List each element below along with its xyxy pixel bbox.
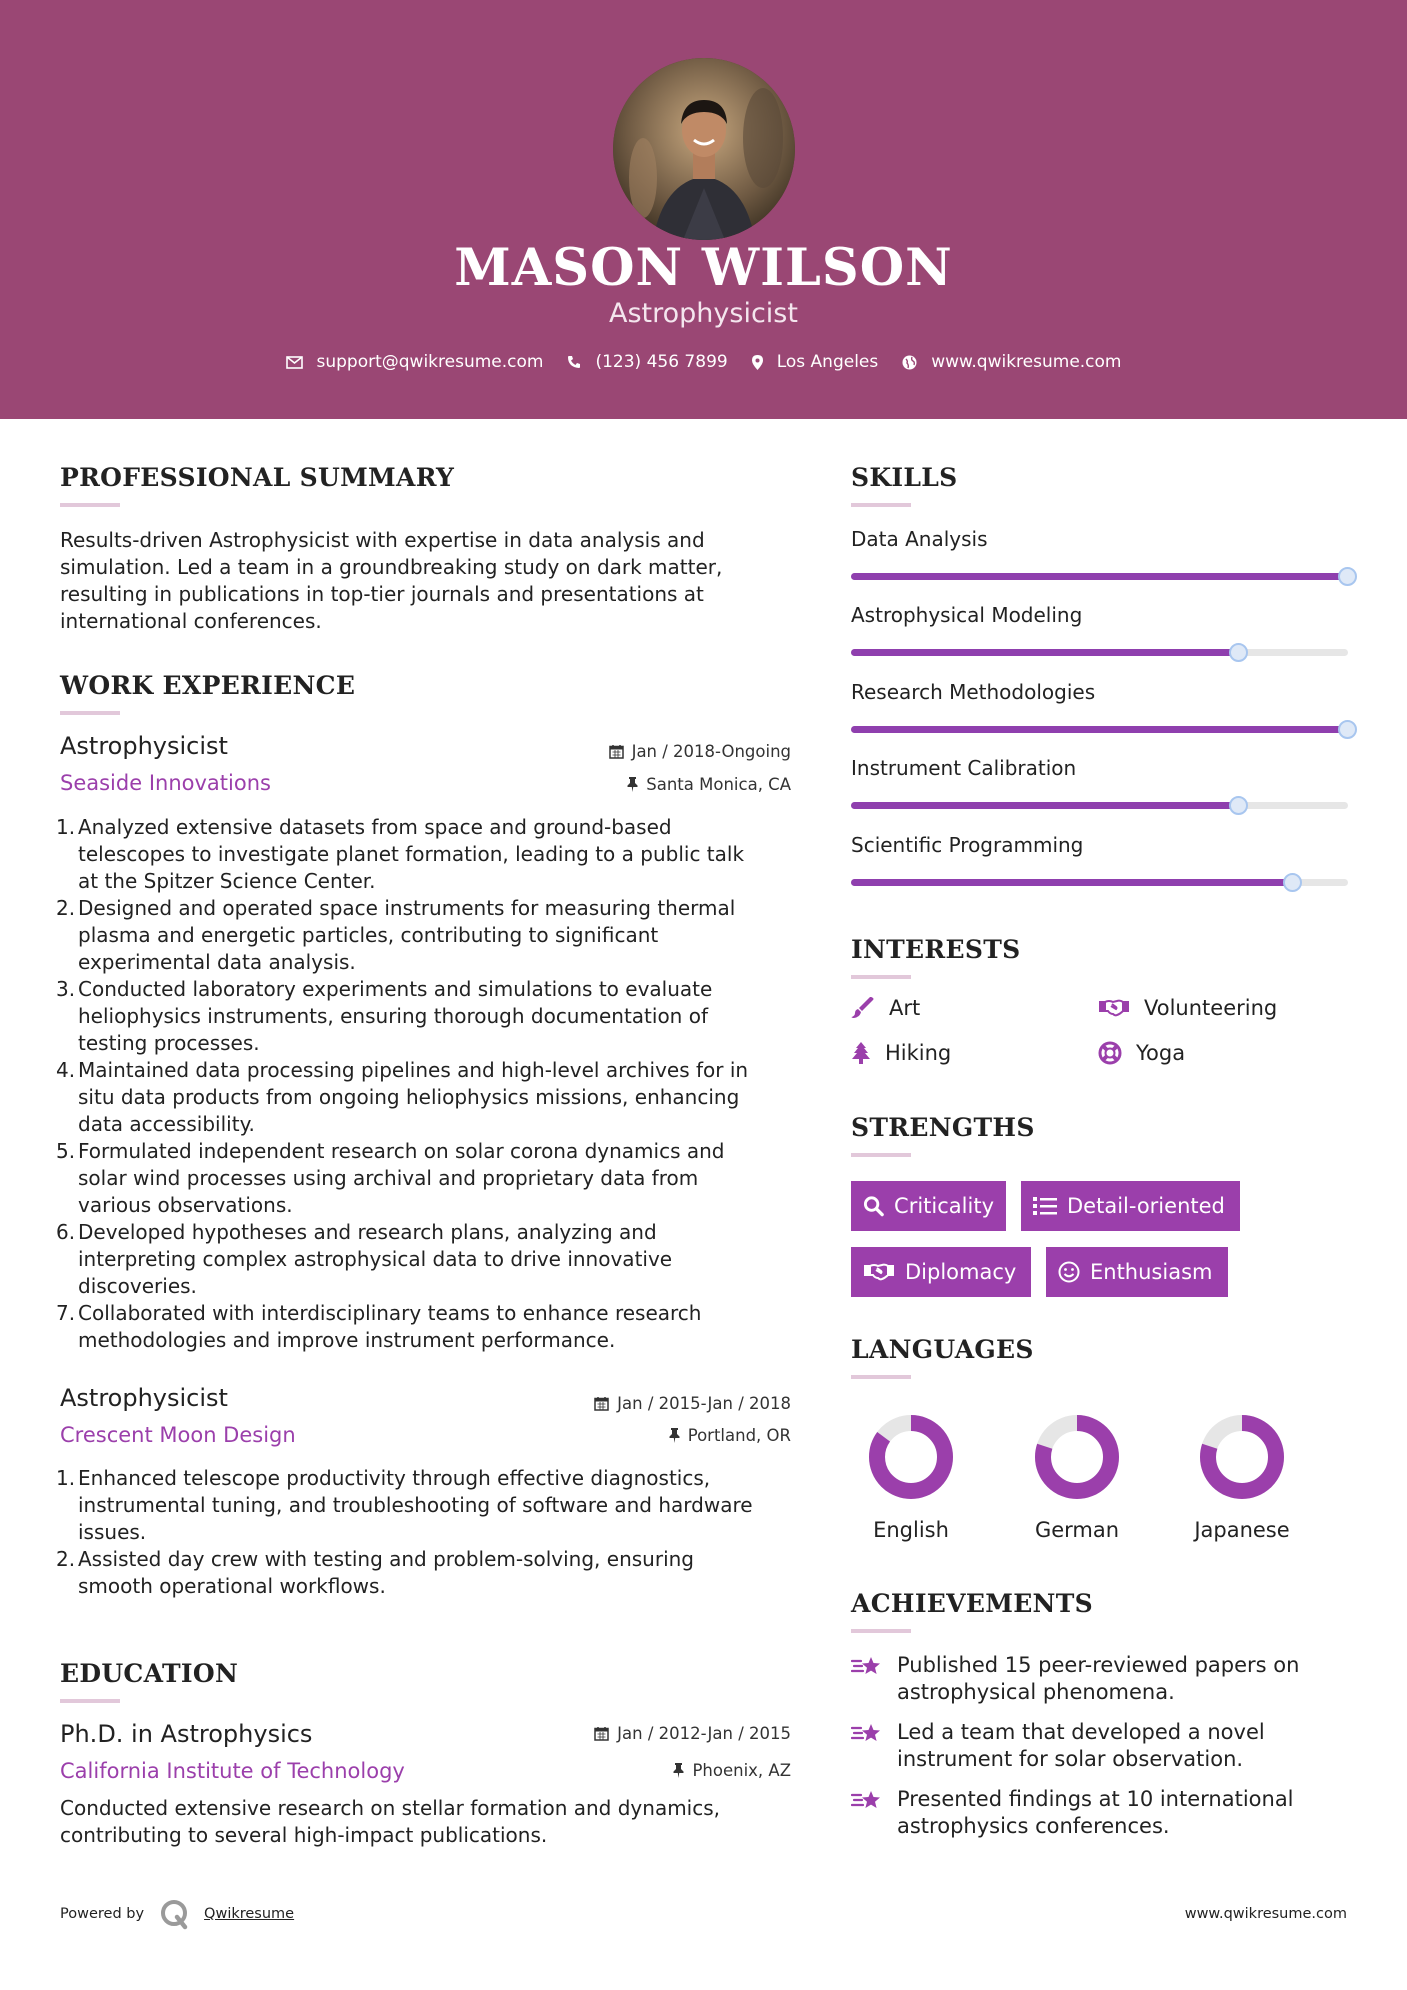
list-number: 7. [56,1301,76,1325]
list-number: 6. [56,1220,76,1244]
shooting-star-icon [851,1788,883,1814]
skill-bar-knob [1283,873,1302,892]
job-location-text: Portland, OR [687,1426,791,1445]
skill-bar-knob [1229,643,1248,662]
candidate-name: MASON WILSON [454,238,953,298]
pushpin-icon [673,1763,684,1778]
education-heading-underline [60,1699,120,1703]
strength-label: Diplomacy [905,1260,1017,1284]
language-label: Japanese [1194,1518,1290,1542]
summary-line: simulation. Led a team in a groundbreaking study on dark matter, [60,555,723,579]
job-dates-text: Jan / 2015-Jan / 2018 [617,1394,791,1413]
strength-badge [1021,1181,1240,1231]
bullet-line: Analyzed extensive datasets from space and ground-based [78,815,672,839]
bullet-line: discoveries. [78,1274,197,1298]
envelope-icon [286,356,303,369]
languages-heading-underline [851,1375,911,1379]
work-heading: WORK EXPERIENCE [60,671,356,700]
skills-heading-underline [851,503,911,507]
search-icon [863,1195,884,1217]
phone-icon [567,355,581,369]
job-bullets [56,1465,805,1600]
achievement-item [851,1786,1294,1840]
bullet-line: solar wind processes using archival and proprietary data from [78,1166,699,1190]
summary-heading: PROFESSIONAL SUMMARY [60,463,455,492]
bullet-line: experimental data analysis. [78,950,356,974]
education-heading: EDUCATION [60,1659,239,1688]
skill-label: Data Analysis [851,527,988,551]
location-text: Los Angeles [776,352,879,372]
language-donut [1198,1413,1286,1501]
bullet-line: various observations. [78,1193,293,1217]
strength-badge [1046,1247,1228,1297]
smile-icon [1058,1261,1080,1283]
job-dates [480,1394,791,1413]
skill-bar [851,726,1348,733]
bullet-line: testing processes. [78,1031,260,1055]
list-item [56,1057,805,1138]
shooting-star-icon [851,1721,883,1747]
globe-icon [902,355,917,370]
summary-line: international conferences. [60,609,322,633]
list-number: 2. [56,1547,76,1571]
skill-label: Scientific Programming [851,833,1084,857]
bullet-line: telescopes to investigate planet formation, leading to a public talk [78,842,745,866]
summary-line: resulting in publications in top-tier journals and presentations at [60,582,704,606]
calendar-icon [594,1396,609,1411]
degree-title: Ph.D. in Astrophysics [60,1720,313,1748]
list-item [56,1300,805,1354]
shooting-star-icon [851,1654,883,1680]
tree-icon [851,1042,871,1064]
bullet-line: heliophysics instruments, ensuring thorough documentation of [78,1004,708,1028]
pushpin-icon [627,777,638,792]
bullet-line: Maintained data processing pipelines and high-level archives for in [78,1058,749,1082]
profile-photo [613,58,795,240]
achievement-line: Published 15 peer-reviewed papers on [897,1653,1300,1677]
education-location [480,1761,791,1780]
achievement-line: astrophysical phenomena. [897,1680,1175,1704]
skill-bar-fill [851,726,1348,733]
paintbrush-icon [851,997,875,1019]
list-item [56,895,805,976]
education-line: Conducted extensive research on stellar formation and dynamics, [60,1796,721,1820]
skill-bar-fill [851,879,1293,886]
interest-item [851,1041,951,1065]
job-bullets [56,814,805,1354]
strength-badge [851,1181,1006,1231]
list-item [56,814,805,895]
bullet-line: Enhanced telescope productivity through effective diagnostics, [78,1466,711,1490]
achievement-line: Led a team that developed a novel [897,1720,1265,1744]
interest-label: Art [889,996,921,1020]
bullet-line: Collaborated with interdisciplinary teams to enhance research [78,1301,702,1325]
list-icon [1033,1196,1057,1216]
job-dates [480,742,791,761]
summary-heading-underline [60,503,120,507]
bullet-line: smooth operational workflows. [78,1574,386,1598]
bullet-line: Assisted day crew with testing and problem-solving, ensuring [78,1547,694,1571]
contact-location [752,352,879,372]
language-donut [867,1413,955,1501]
education-description [60,1795,805,1849]
achievement-line: astrophysics conferences. [897,1814,1170,1838]
list-number: 1. [56,1466,76,1490]
strength-label: Enthusiasm [1090,1260,1213,1284]
achievement-item [851,1719,1265,1773]
achievement-item [851,1652,1299,1706]
strengths-heading-underline [851,1153,911,1157]
achievement-line: Presented findings at 10 international [897,1787,1294,1811]
candidate-title: Astrophysicist [609,298,798,329]
skill-bar-fill [851,802,1239,809]
contact-website[interactable] [902,352,1121,372]
job-title: Astrophysicist [60,1384,228,1412]
interest-label: Hiking [885,1041,952,1065]
bullet-line: Developed hypotheses and research plans, analyzing and [78,1220,657,1244]
work-heading-underline [60,711,120,715]
interest-label: Volunteering [1144,996,1278,1020]
job-title: Astrophysicist [60,732,228,760]
strength-badge [851,1247,1031,1297]
interest-item [851,996,920,1020]
education-dates-text: Jan / 2012-Jan / 2015 [617,1724,791,1743]
education-dates [480,1724,791,1743]
bullet-line: methodologies and improve instrument performance. [78,1328,616,1352]
interest-item [1098,996,1277,1020]
footer-powered-by [60,1898,294,1930]
summary-line: Results-driven Astrophysicist with expertise in data analysis and [60,528,705,552]
language-label: German [1034,1518,1120,1542]
achievement-line: instrument for solar observation. [897,1747,1244,1771]
skill-label: Astrophysical Modeling [851,603,1083,627]
bullet-line: Conducted laboratory experiments and simulations to evaluate [78,977,713,1001]
achievements-heading: ACHIEVEMENTS [851,1589,1093,1618]
map-pin-icon [752,355,763,370]
job-location [480,775,791,794]
list-number: 2. [56,896,76,920]
email-text: support@qwikresume.com [316,352,544,372]
skill-bar-knob [1338,720,1357,739]
strength-label: Detail-oriented [1067,1194,1225,1218]
skills-heading: SKILLS [851,463,958,492]
job-dates-text: Jan / 2018-Ongoing [631,742,791,761]
bullet-line: at the Spitzer Science Center. [78,869,376,893]
qwikresume-logo-icon [158,1898,190,1930]
strength-label: Criticality [894,1194,994,1218]
bullet-line: data accessibility. [78,1112,255,1136]
contact-phone[interactable] [567,352,727,372]
powered-by-text: Powered by [60,1906,145,1922]
list-item [56,976,805,1057]
language-donut [1033,1413,1121,1501]
pushpin-icon [669,1428,680,1443]
contact-bar [0,352,1407,372]
school-name: California Institute of Technology [60,1759,405,1783]
interest-label: Yoga [1136,1041,1186,1065]
skill-label: Instrument Calibration [851,756,1077,780]
strengths-heading: STRENGTHS [851,1113,1035,1142]
bullet-line: Designed and operated space instruments for measuring thermal [78,896,736,920]
list-item [56,1546,805,1600]
skill-bar [851,879,1348,886]
handshake-icon [1098,998,1130,1018]
achievements-heading-underline [851,1629,911,1633]
bullet-line: situ data products from ongoing heliophysics missions, enhancing [78,1085,740,1109]
brand-link[interactable]: Qwikresume [204,1906,295,1922]
list-item [56,1219,805,1300]
resume-header [0,0,1407,419]
education-location-text: Phoenix, AZ [692,1761,791,1780]
interests-heading-underline [851,975,911,979]
list-number: 3. [56,977,76,1001]
calendar-icon [594,1726,609,1741]
list-number: 1. [56,815,76,839]
interests-heading: INTERESTS [851,935,1021,964]
bullet-line: Formulated independent research on solar corona dynamics and [78,1139,725,1163]
job-location-text: Santa Monica, CA [646,775,791,794]
skill-bar-knob [1229,796,1248,815]
job-company: Seaside Innovations [60,771,271,795]
list-number: 5. [56,1139,76,1163]
skill-bar-fill [851,649,1239,656]
job-company: Crescent Moon Design [60,1423,296,1447]
bullet-line: interpreting complex astrophysical data to drive innovative [78,1247,673,1271]
skill-bar [851,649,1348,656]
handshake-icon [863,1262,895,1282]
bullet-line: instrumental tuning, and troubleshooting of software and hardware [78,1493,753,1517]
list-item [56,1138,805,1219]
languages-heading: LANGUAGES [851,1335,1034,1364]
skill-bar-fill [851,573,1348,580]
website-text: www.qwikresume.com [931,352,1122,372]
lifebuoy-icon [1098,1041,1122,1065]
list-number: 4. [56,1058,76,1082]
calendar-icon [609,744,624,759]
list-item [56,1465,805,1546]
language-label: English [873,1518,949,1542]
skill-label: Research Methodologies [851,680,1096,704]
skill-bar [851,802,1348,809]
phone-text: (123) 456 7899 [595,352,728,372]
job-location [480,1426,791,1445]
bullet-line: issues. [78,1520,147,1544]
bullet-line: plasma and energetic particles, contributing to significant [78,923,659,947]
skill-bar-knob [1338,567,1357,586]
summary-text [60,527,780,635]
education-line: contributing to several high-impact publications. [60,1823,548,1847]
contact-email[interactable] [286,352,544,372]
footer-website[interactable]: www.qwikresume.com [1184,1906,1347,1922]
skill-bar [851,573,1348,580]
interest-item [1098,1041,1185,1065]
